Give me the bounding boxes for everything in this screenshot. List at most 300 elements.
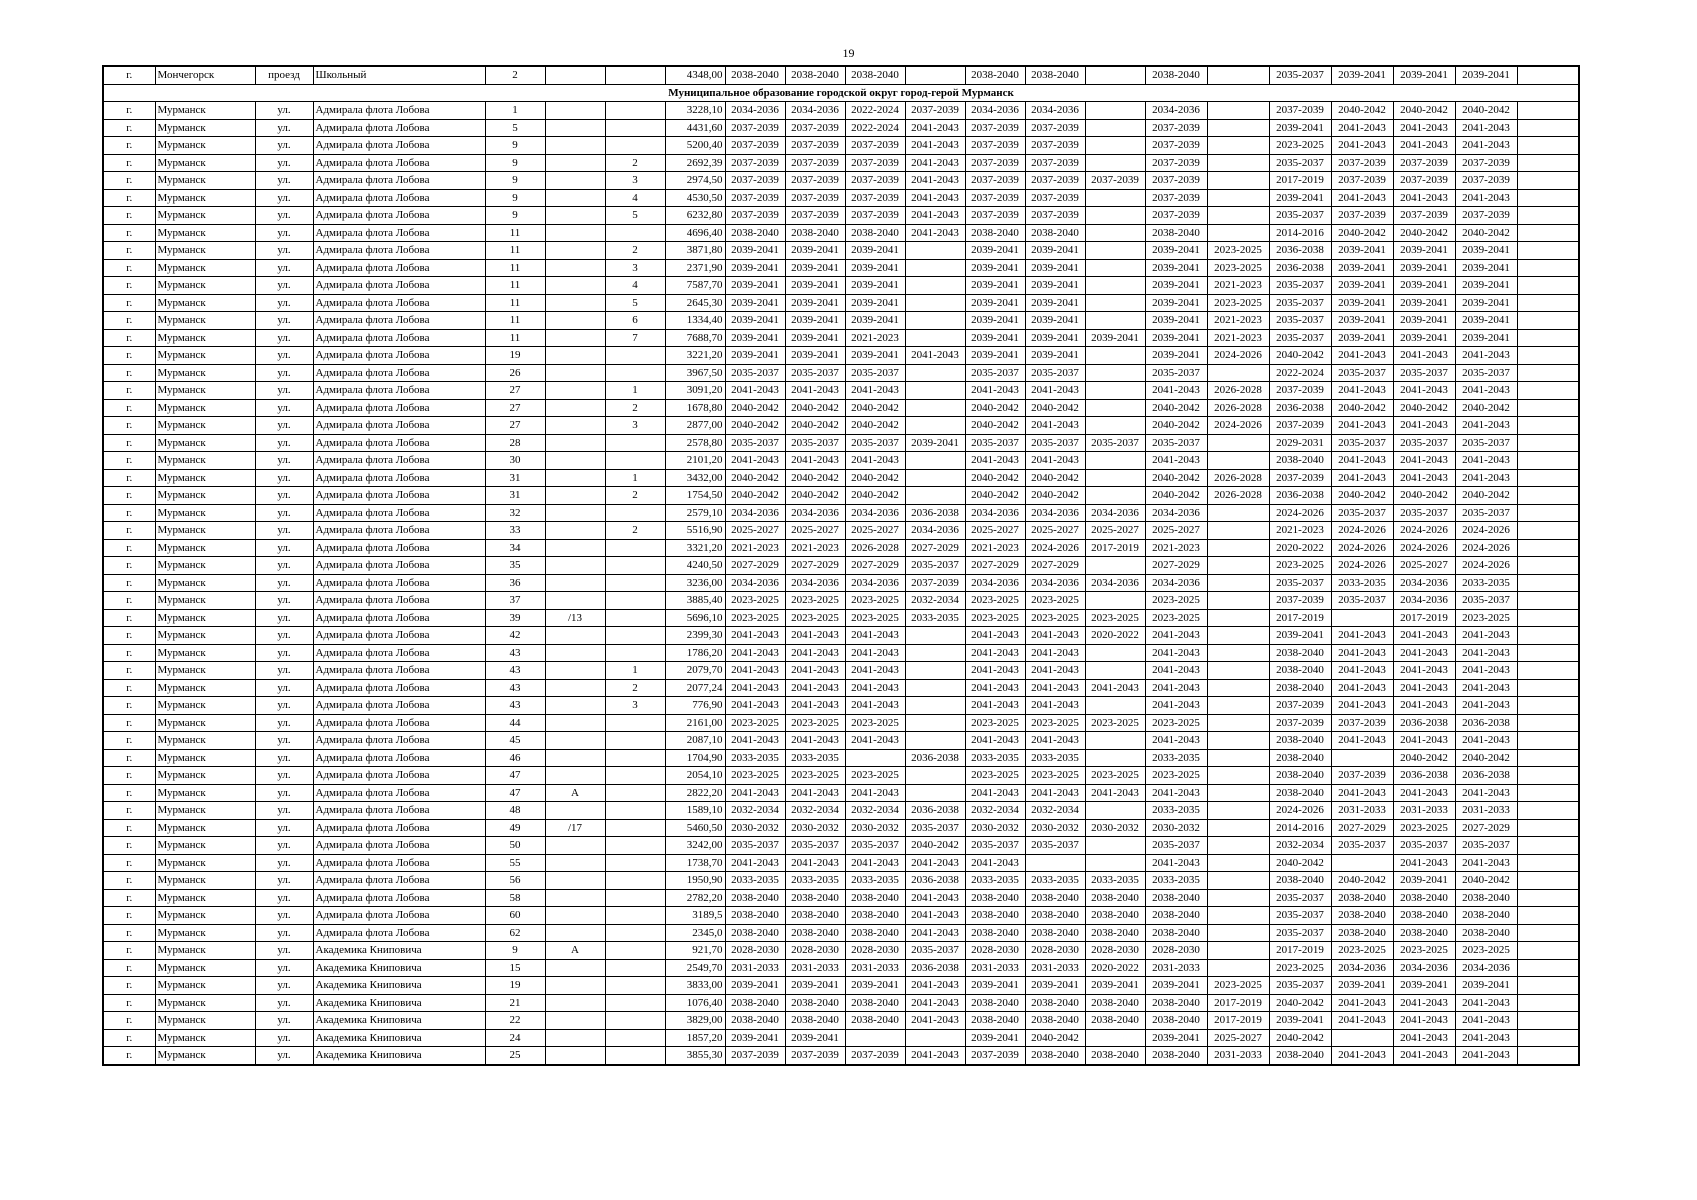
year-range-cell: 2039-2041 xyxy=(1331,66,1393,84)
locality-type-cell: г. xyxy=(103,977,155,995)
house-number-cell: 50 xyxy=(485,837,545,855)
table-row xyxy=(103,522,1579,540)
table-row xyxy=(103,907,1579,925)
street-name-cell: Адмирала флота Лобова xyxy=(313,767,485,785)
year-range-cell xyxy=(1085,417,1145,435)
year-range-cell: 2023-2025 xyxy=(725,609,785,627)
building-cell: 2 xyxy=(605,399,665,417)
table-row xyxy=(103,259,1579,277)
year-range-cell: 2036-2038 xyxy=(905,802,965,820)
table-row xyxy=(103,154,1579,172)
year-range-cell: 2032-2034 xyxy=(725,802,785,820)
year-range-cell: 2037-2039 xyxy=(1331,172,1393,190)
house-number-cell: 26 xyxy=(485,364,545,382)
year-range-cell: 2039-2041 xyxy=(1269,627,1331,645)
year-range-cell: 2035-2037 xyxy=(845,434,905,452)
year-range-cell xyxy=(1207,154,1269,172)
year-range-cell: 2041-2043 xyxy=(725,854,785,872)
street-type-cell: ул. xyxy=(255,382,313,400)
year-range-cell: 2035-2037 xyxy=(1455,837,1517,855)
year-range-cell: 2041-2043 xyxy=(845,679,905,697)
year-range-cell: 2034-2036 xyxy=(1455,959,1517,977)
house-number-cell: 31 xyxy=(485,469,545,487)
year-range-cell: 2023-2025 xyxy=(845,767,905,785)
area-cell: 2345,0 xyxy=(665,924,725,942)
year-range-cell: 2036-2038 xyxy=(1455,714,1517,732)
city-cell: Мурманск xyxy=(155,819,255,837)
year-range-cell: 2025-2027 xyxy=(1025,522,1085,540)
year-range-cell: 2035-2037 xyxy=(1331,364,1393,382)
year-range-cell: 2037-2039 xyxy=(1145,172,1207,190)
city-cell: Мурманск xyxy=(155,399,255,417)
year-range-cell xyxy=(1207,644,1269,662)
street-name-cell: Адмирала флота Лобова xyxy=(313,417,485,435)
building-cell xyxy=(605,137,665,155)
year-range-cell: 2021-2023 xyxy=(1269,522,1331,540)
year-range-cell: 2037-2039 xyxy=(1331,767,1393,785)
year-range-cell: 2040-2042 xyxy=(725,399,785,417)
house-letter-cell xyxy=(545,1047,605,1065)
year-range-cell: 2041-2043 xyxy=(905,207,965,225)
year-range-cell: 2039-2041 xyxy=(1331,977,1393,995)
year-range-cell: 2036-2038 xyxy=(1393,767,1455,785)
year-range-cell: 2040-2042 xyxy=(785,469,845,487)
street-type-cell: ул. xyxy=(255,854,313,872)
locality-type-cell: г. xyxy=(103,417,155,435)
empty-cell xyxy=(1517,469,1579,487)
table-row xyxy=(103,714,1579,732)
street-type-cell: ул. xyxy=(255,137,313,155)
year-range-cell xyxy=(1207,609,1269,627)
street-type-cell: ул. xyxy=(255,924,313,942)
house-letter-cell: А xyxy=(545,784,605,802)
year-range-cell: 2030-2032 xyxy=(785,819,845,837)
year-range-cell: 2035-2037 xyxy=(1331,434,1393,452)
year-range-cell: 2038-2040 xyxy=(965,1012,1025,1030)
street-type-cell: ул. xyxy=(255,1012,313,1030)
year-range-cell: 2035-2037 xyxy=(965,364,1025,382)
house-number-cell: 37 xyxy=(485,592,545,610)
locality-type-cell: г. xyxy=(103,382,155,400)
year-range-cell xyxy=(905,679,965,697)
house-number-cell: 47 xyxy=(485,767,545,785)
year-range-cell: 2039-2041 xyxy=(1331,329,1393,347)
year-range-cell: 2041-2043 xyxy=(785,452,845,470)
year-range-cell xyxy=(1085,399,1145,417)
year-range-cell xyxy=(1207,837,1269,855)
year-range-cell: 2041-2043 xyxy=(1331,627,1393,645)
building-cell: 4 xyxy=(605,277,665,295)
house-number-cell: 19 xyxy=(485,977,545,995)
year-range-cell: 2041-2043 xyxy=(845,732,905,750)
building-cell xyxy=(605,924,665,942)
year-range-cell xyxy=(905,382,965,400)
year-range-cell: 2038-2040 xyxy=(965,66,1025,84)
year-range-cell: 2023-2025 xyxy=(1145,767,1207,785)
area-cell: 2371,90 xyxy=(665,259,725,277)
street-type-cell: ул. xyxy=(255,242,313,260)
year-range-cell: 2014-2016 xyxy=(1269,224,1331,242)
building-cell xyxy=(605,819,665,837)
building-cell xyxy=(605,609,665,627)
year-range-cell: 2033-2035 xyxy=(1025,872,1085,890)
year-range-cell: 2038-2040 xyxy=(845,66,905,84)
year-range-cell: 2041-2043 xyxy=(1455,679,1517,697)
street-name-cell: Адмирала флота Лобова xyxy=(313,854,485,872)
page-number: 19 xyxy=(842,46,855,60)
house-number-cell: 30 xyxy=(485,452,545,470)
year-range-cell: 2041-2043 xyxy=(785,662,845,680)
city-cell: Мурманск xyxy=(155,679,255,697)
city-cell: Мурманск xyxy=(155,329,255,347)
area-cell: 1589,10 xyxy=(665,802,725,820)
table-row xyxy=(103,119,1579,137)
year-range-cell: 2038-2040 xyxy=(785,994,845,1012)
year-range-cell: 2023-2025 xyxy=(785,609,845,627)
city-cell: Мурманск xyxy=(155,907,255,925)
building-cell xyxy=(605,994,665,1012)
locality-type-cell: г. xyxy=(103,592,155,610)
locality-type-cell: г. xyxy=(103,907,155,925)
year-range-cell: 2038-2040 xyxy=(785,1012,845,1030)
street-name-cell: Адмирала флота Лобова xyxy=(313,294,485,312)
building-cell xyxy=(605,1047,665,1065)
year-range-cell: 2023-2025 xyxy=(965,592,1025,610)
year-range-cell: 2025-2027 xyxy=(1085,522,1145,540)
street-type-cell: ул. xyxy=(255,574,313,592)
year-range-cell: 2037-2039 xyxy=(905,102,965,120)
year-range-cell: 2037-2039 xyxy=(905,574,965,592)
year-range-cell: 2039-2041 xyxy=(965,242,1025,260)
year-range-cell: 2041-2043 xyxy=(1455,697,1517,715)
year-range-cell xyxy=(1085,347,1145,365)
year-range-cell: 2039-2041 xyxy=(725,259,785,277)
year-range-cell: 2041-2043 xyxy=(1455,854,1517,872)
table-row xyxy=(103,434,1579,452)
year-range-cell: 2021-2023 xyxy=(965,539,1025,557)
house-number-cell: 45 xyxy=(485,732,545,750)
year-range-cell: 2041-2043 xyxy=(905,907,965,925)
area-cell: 3967,50 xyxy=(665,364,725,382)
area-cell: 2974,50 xyxy=(665,172,725,190)
year-range-cell xyxy=(905,399,965,417)
building-cell xyxy=(605,714,665,732)
year-range-cell: 2041-2043 xyxy=(1455,452,1517,470)
year-range-cell: 2041-2043 xyxy=(845,854,905,872)
year-range-cell: 2039-2041 xyxy=(845,312,905,330)
year-range-cell: 2041-2043 xyxy=(1455,1047,1517,1065)
year-range-cell: 2023-2025 xyxy=(965,767,1025,785)
year-range-cell: 2022-2024 xyxy=(845,102,905,120)
empty-cell xyxy=(1517,242,1579,260)
year-range-cell: 2041-2043 xyxy=(1393,382,1455,400)
year-range-cell: 2041-2043 xyxy=(1393,119,1455,137)
street-type-cell: ул. xyxy=(255,959,313,977)
city-cell: Мурманск xyxy=(155,802,255,820)
year-range-cell: 2038-2040 xyxy=(1269,767,1331,785)
year-range-cell: 2037-2039 xyxy=(845,1047,905,1065)
street-name-cell: Адмирала флота Лобова xyxy=(313,627,485,645)
year-range-cell: 2041-2043 xyxy=(1145,452,1207,470)
year-range-cell: 2017-2019 xyxy=(1207,1012,1269,1030)
building-cell: 3 xyxy=(605,172,665,190)
area-cell: 3432,00 xyxy=(665,469,725,487)
building-cell: 3 xyxy=(605,259,665,277)
year-range-cell xyxy=(905,242,965,260)
house-letter-cell xyxy=(545,977,605,995)
area-cell: 2579,10 xyxy=(665,504,725,522)
year-range-cell: 2034-2036 xyxy=(1393,592,1455,610)
empty-cell xyxy=(1517,697,1579,715)
year-range-cell: 2040-2042 xyxy=(1393,102,1455,120)
year-range-cell: 2030-2032 xyxy=(845,819,905,837)
year-range-cell: 2023-2025 xyxy=(1207,242,1269,260)
year-range-cell: 2038-2040 xyxy=(1145,1012,1207,1030)
year-range-cell: 2040-2042 xyxy=(1145,399,1207,417)
year-range-cell: 2041-2043 xyxy=(725,679,785,697)
year-range-cell: 2038-2040 xyxy=(1331,924,1393,942)
street-type-cell: ул. xyxy=(255,819,313,837)
year-range-cell: 2035-2037 xyxy=(1269,329,1331,347)
street-name-cell: Академика Книповича xyxy=(313,1047,485,1065)
area-cell: 3242,00 xyxy=(665,837,725,855)
year-range-cell: 2033-2035 xyxy=(1025,749,1085,767)
year-range-cell: 2038-2040 xyxy=(1085,889,1145,907)
year-range-cell xyxy=(1207,557,1269,575)
year-range-cell: 2039-2041 xyxy=(1455,66,1517,84)
street-type-cell: ул. xyxy=(255,942,313,960)
table-row xyxy=(103,1012,1579,1030)
street-type-cell: ул. xyxy=(255,312,313,330)
year-range-cell: 2036-2038 xyxy=(1393,714,1455,732)
year-range-cell: 2040-2042 xyxy=(965,399,1025,417)
year-range-cell: 2037-2039 xyxy=(1025,189,1085,207)
year-range-cell xyxy=(1207,942,1269,960)
year-range-cell: 2021-2023 xyxy=(725,539,785,557)
year-range-cell xyxy=(1207,697,1269,715)
year-range-cell: 2035-2037 xyxy=(1025,434,1085,452)
table-row xyxy=(103,1047,1579,1065)
year-range-cell: 2030-2032 xyxy=(1025,819,1085,837)
table-row xyxy=(103,539,1579,557)
year-range-cell: 2017-2019 xyxy=(1393,609,1455,627)
year-range-cell: 2041-2043 xyxy=(1145,644,1207,662)
house-number-cell: 55 xyxy=(485,854,545,872)
year-range-cell xyxy=(1085,487,1145,505)
empty-cell xyxy=(1517,749,1579,767)
year-range-cell: 2035-2037 xyxy=(725,837,785,855)
house-letter-cell xyxy=(545,574,605,592)
street-type-cell: ул. xyxy=(255,714,313,732)
street-type-cell: ул. xyxy=(255,627,313,645)
year-range-cell: 2028-2030 xyxy=(1145,942,1207,960)
year-range-cell: 2039-2041 xyxy=(1025,242,1085,260)
area-cell: 1738,70 xyxy=(665,854,725,872)
year-range-cell xyxy=(905,469,965,487)
year-range-cell: 2038-2040 xyxy=(1269,1047,1331,1065)
table-row xyxy=(103,329,1579,347)
year-range-cell: 2041-2043 xyxy=(785,732,845,750)
year-range-cell xyxy=(1085,732,1145,750)
locality-type-cell: г. xyxy=(103,277,155,295)
year-range-cell: 2039-2041 xyxy=(1455,312,1517,330)
table-row xyxy=(103,977,1579,995)
house-letter-cell xyxy=(545,959,605,977)
area-cell: 2645,30 xyxy=(665,294,725,312)
year-range-cell: 2038-2040 xyxy=(1085,1012,1145,1030)
year-range-cell: 2038-2040 xyxy=(1455,907,1517,925)
empty-cell xyxy=(1517,399,1579,417)
table-row xyxy=(103,207,1579,225)
year-range-cell: 2037-2039 xyxy=(725,1047,785,1065)
city-cell: Мурманск xyxy=(155,539,255,557)
empty-cell xyxy=(1517,312,1579,330)
year-range-cell: 2041-2043 xyxy=(1393,732,1455,750)
empty-cell xyxy=(1517,942,1579,960)
year-range-cell: 2033-2035 xyxy=(965,749,1025,767)
year-range-cell: 2039-2041 xyxy=(1025,347,1085,365)
year-range-cell: 2041-2043 xyxy=(845,627,905,645)
table-row xyxy=(103,172,1579,190)
year-range-cell xyxy=(1207,102,1269,120)
year-range-cell: 2037-2039 xyxy=(1269,592,1331,610)
year-range-cell: 2034-2036 xyxy=(1145,102,1207,120)
year-range-cell xyxy=(1085,277,1145,295)
year-range-cell: 2041-2043 xyxy=(1331,189,1393,207)
building-cell xyxy=(605,942,665,960)
empty-cell xyxy=(1517,924,1579,942)
empty-cell xyxy=(1517,627,1579,645)
year-range-cell: 2031-2033 xyxy=(1331,802,1393,820)
house-letter-cell xyxy=(545,1029,605,1047)
year-range-cell: 2038-2040 xyxy=(1455,924,1517,942)
year-range-cell: 2035-2037 xyxy=(785,434,845,452)
empty-cell xyxy=(1517,574,1579,592)
street-name-cell: Адмирала флота Лобова xyxy=(313,609,485,627)
city-cell: Мурманск xyxy=(155,277,255,295)
year-range-cell xyxy=(1085,259,1145,277)
year-range-cell: 2039-2041 xyxy=(1455,977,1517,995)
year-range-cell xyxy=(1207,679,1269,697)
year-range-cell: 2038-2040 xyxy=(1455,889,1517,907)
year-range-cell: 2039-2041 xyxy=(845,259,905,277)
year-range-cell: 2035-2037 xyxy=(1145,434,1207,452)
year-range-cell: 2039-2041 xyxy=(1331,259,1393,277)
year-range-cell xyxy=(1085,837,1145,855)
year-range-cell: 2040-2042 xyxy=(1025,1029,1085,1047)
locality-type-cell: г. xyxy=(103,662,155,680)
year-range-cell: 2041-2043 xyxy=(725,644,785,662)
street-type-cell: ул. xyxy=(255,207,313,225)
area-cell: 5516,90 xyxy=(665,522,725,540)
year-range-cell: 2039-2041 xyxy=(1145,242,1207,260)
year-range-cell: 2041-2043 xyxy=(1331,137,1393,155)
year-range-cell: 2017-2019 xyxy=(1269,942,1331,960)
year-range-cell: 2037-2039 xyxy=(1455,172,1517,190)
building-cell xyxy=(605,557,665,575)
table-row xyxy=(103,679,1579,697)
area-cell: 2692,39 xyxy=(665,154,725,172)
empty-cell xyxy=(1517,66,1579,84)
year-range-cell: 2040-2042 xyxy=(1455,487,1517,505)
year-range-cell xyxy=(1085,469,1145,487)
year-range-cell: 2040-2042 xyxy=(785,399,845,417)
empty-cell xyxy=(1517,434,1579,452)
building-cell: 2 xyxy=(605,154,665,172)
year-range-cell: 2025-2027 xyxy=(725,522,785,540)
empty-cell xyxy=(1517,207,1579,225)
year-range-cell: 2023-2025 xyxy=(845,592,905,610)
year-range-cell: 2033-2035 xyxy=(725,749,785,767)
year-range-cell: 2041-2043 xyxy=(1393,854,1455,872)
street-name-cell: Адмирала флота Лобова xyxy=(313,679,485,697)
year-range-cell: 2041-2043 xyxy=(725,662,785,680)
year-range-cell: 2038-2040 xyxy=(1269,732,1331,750)
year-range-cell: 2037-2039 xyxy=(785,1047,845,1065)
city-cell: Мурманск xyxy=(155,487,255,505)
year-range-cell: 2025-2027 xyxy=(1393,557,1455,575)
street-name-cell: Адмирала флота Лобова xyxy=(313,924,485,942)
building-cell xyxy=(605,907,665,925)
year-range-cell: 2040-2042 xyxy=(1269,1029,1331,1047)
year-range-cell: 2034-2036 xyxy=(1145,574,1207,592)
year-range-cell: 2040-2042 xyxy=(845,469,905,487)
year-range-cell: 2023-2025 xyxy=(785,767,845,785)
year-range-cell: 2023-2025 xyxy=(1025,592,1085,610)
year-range-cell: 2027-2029 xyxy=(905,539,965,557)
building-cell: 2 xyxy=(605,242,665,260)
empty-cell xyxy=(1517,1047,1579,1065)
house-number-cell: 21 xyxy=(485,994,545,1012)
year-range-cell xyxy=(1207,574,1269,592)
year-range-cell xyxy=(905,697,965,715)
locality-type-cell: г. xyxy=(103,434,155,452)
house-number-cell: 11 xyxy=(485,329,545,347)
year-range-cell: 2038-2040 xyxy=(965,907,1025,925)
year-range-cell: 2038-2040 xyxy=(1145,994,1207,1012)
year-range-cell: 2038-2040 xyxy=(965,924,1025,942)
year-range-cell: 2033-2035 xyxy=(1145,872,1207,890)
year-range-cell xyxy=(905,1029,965,1047)
year-range-cell: 2035-2037 xyxy=(1393,837,1455,855)
year-range-cell: 2037-2039 xyxy=(785,154,845,172)
street-type-cell: ул. xyxy=(255,1047,313,1065)
year-range-cell: 2034-2036 xyxy=(1025,574,1085,592)
street-name-cell: Адмирала флота Лобова xyxy=(313,189,485,207)
year-range-cell xyxy=(1207,802,1269,820)
area-cell: 4240,50 xyxy=(665,557,725,575)
building-cell: 5 xyxy=(605,207,665,225)
year-range-cell: 2036-2038 xyxy=(905,959,965,977)
year-range-cell: 2034-2036 xyxy=(1145,504,1207,522)
year-range-cell: 2041-2043 xyxy=(965,382,1025,400)
table-row xyxy=(103,137,1579,155)
street-type-cell: ул. xyxy=(255,294,313,312)
year-range-cell: 2035-2037 xyxy=(1145,837,1207,855)
table-row xyxy=(103,364,1579,382)
table-row xyxy=(103,574,1579,592)
street-name-cell: Академика Книповича xyxy=(313,977,485,995)
city-cell: Мурманск xyxy=(155,784,255,802)
year-range-cell: 2034-2036 xyxy=(1085,504,1145,522)
year-range-cell xyxy=(1207,224,1269,242)
year-range-cell: 2037-2039 xyxy=(1145,137,1207,155)
year-range-cell: 2037-2039 xyxy=(725,119,785,137)
year-range-cell: 2040-2042 xyxy=(785,487,845,505)
year-range-cell: 2041-2043 xyxy=(1331,1012,1393,1030)
building-cell: 2 xyxy=(605,487,665,505)
year-range-cell xyxy=(1207,907,1269,925)
